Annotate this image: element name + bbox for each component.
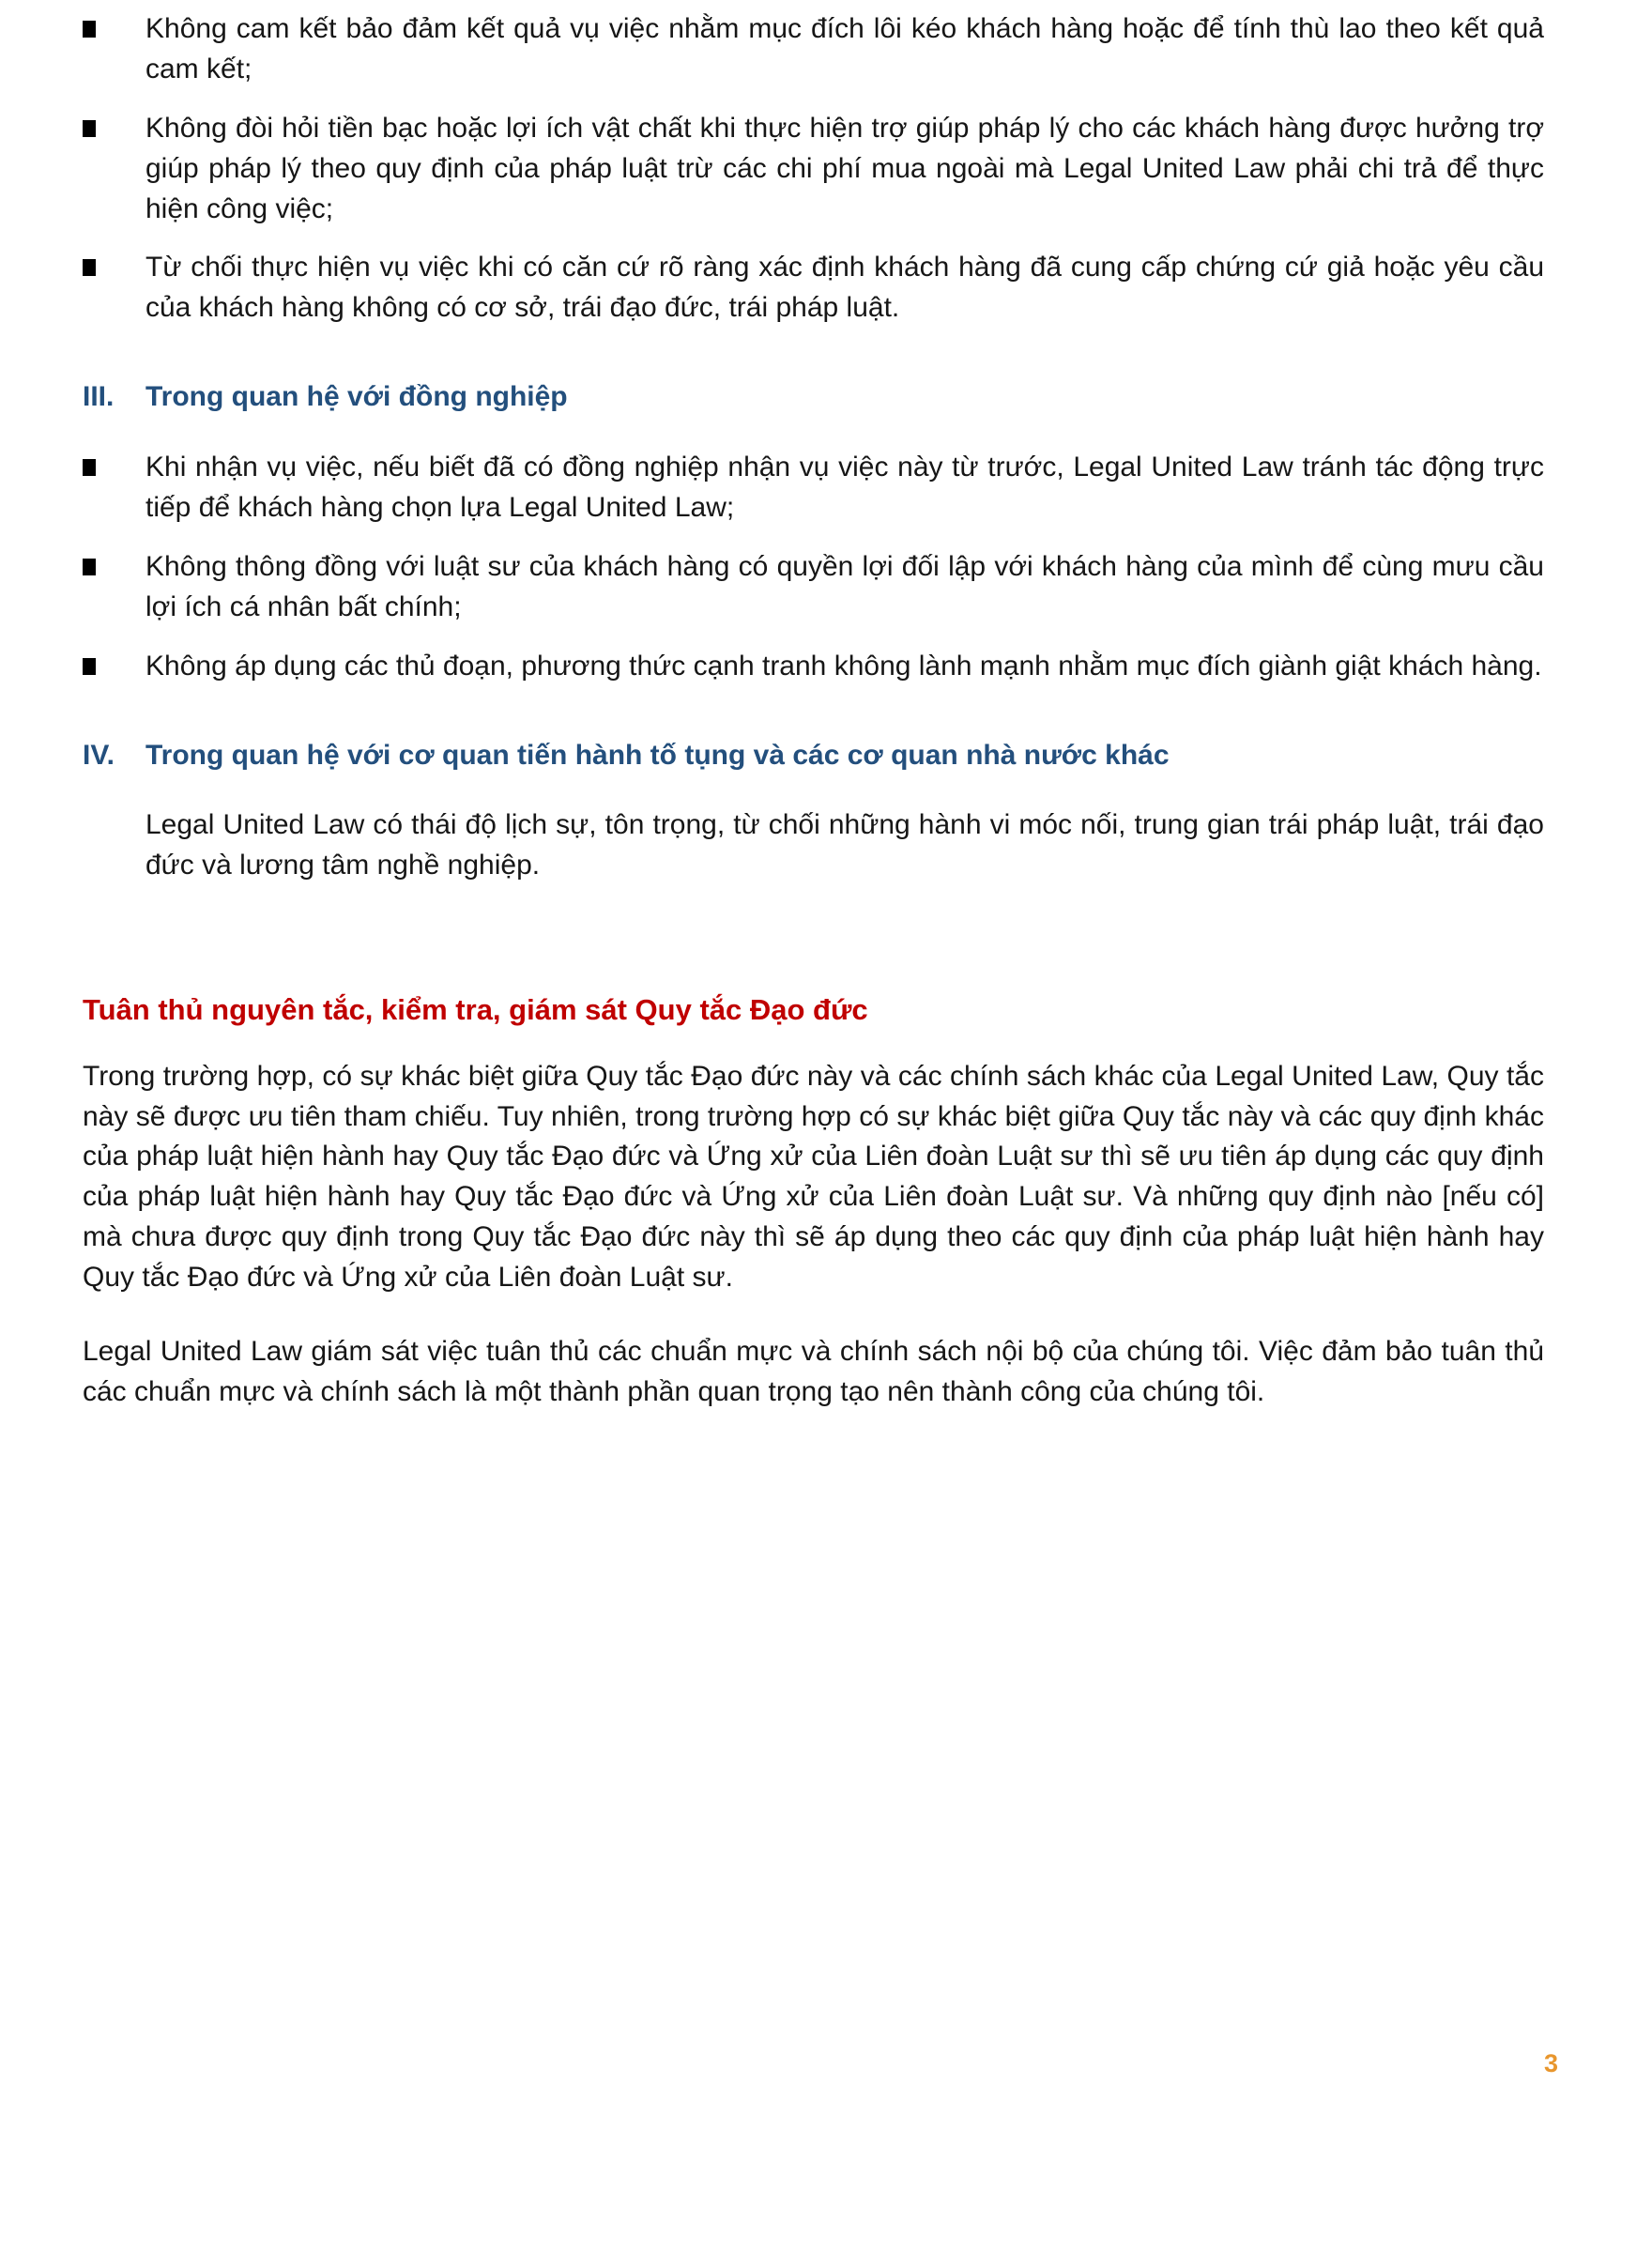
square-bullet-icon	[83, 248, 145, 329]
list-item	[83, 248, 1544, 329]
section-title: Trong quan hệ với cơ quan tiến hành tố tụng và các cơ quan nhà nước khác	[145, 739, 1170, 771]
section-heading-iv	[83, 736, 1544, 776]
section-iii-bullet-list	[83, 448, 1544, 686]
section-title: Trong quan hệ với đồng nghiệp	[145, 381, 568, 413]
square-bullet-icon	[83, 448, 145, 529]
list-item	[83, 547, 1544, 628]
bullet-text: Không cam kết bảo đảm kết quả vụ việc nhằm mục đích lôi kéo khách hàng hoặc để tính thù lao theo kết quả cam kết;	[145, 13, 1544, 84]
list-item	[83, 647, 1544, 687]
bullet-text: Khi nhận vụ việc, nếu biết đã có đồng nghiệp nhận vụ việc này từ trước, Legal United Law tránh tác động trực tiếp để khách hàng chọn lựa Legal United Law;	[145, 452, 1544, 524]
square-bullet-icon	[83, 647, 145, 687]
section-heading-iii	[83, 377, 1544, 418]
bullet-text: Từ chối thực hiện vụ việc khi có căn cứ rõ ràng xác định khách hàng đã cung cấp chứng cứ giả hoặc yêu cầu của khách hàng không có cơ sở, trái đạo đức, trái pháp luật.	[145, 252, 1544, 324]
page-number: 3	[1543, 2049, 1558, 2077]
list-item	[83, 9, 1544, 90]
section-iv-paragraph: Legal United Law có thái độ lịch sự, tôn trọng, từ chối những hành vi móc nối, trung gian trái pháp luật, trái đạo đức và lương tâm nghề nghiệp.	[145, 809, 1544, 881]
square-bullet-icon	[83, 9, 145, 90]
list-item	[83, 448, 1544, 529]
bullet-text: Không áp dụng các thủ đoạn, phương thức cạnh tranh không lành mạnh nhằm mục đích giành giật khách hàng.	[145, 650, 1542, 682]
compliance-paragraph: Trong trường hợp, có sự khác biệt giữa Quy tắc Đạo đức này và các chính sách khác của Legal United Law, Quy tắc này sẽ được ưu tiên tham chiếu. Tuy nhiên, trong trường hợp có sự khác biệt giữa Quy tắc này và các quy định khác của pháp luật hiện hành hay Quy tắc Đạo đức và Ứng xử của Liên đoàn Luật sư thì sẽ ưu tiên áp dụng các quy định của pháp luật hiện hành hay Quy tắc Đạo đức và Ứng xử của Liên đoàn Luật sư. Và những quy định nào [nếu có] mà chưa được quy định trong Quy tắc Đạo đức này thì sẽ áp dụng theo các quy định của pháp luật hiện hành hay Quy tắc Đạo đức và Ứng xử của Liên đoàn Luật sư.	[83, 1060, 1544, 1294]
ethics-bullet-list	[83, 9, 1544, 329]
compliance-heading: Tuân thủ nguyên tắc, kiểm tra, giám sát Quy tắc Đạo đức	[83, 993, 868, 1027]
section-number: III.	[83, 381, 115, 413]
compliance-paragraph: Legal United Law giám sát việc tuân thủ các chuẩn mực và chính sách nội bộ của chúng tôi. Việc đảm bảo tuân thủ các chuẩn mực và chính sách là một thành phần quan trọng tạo nên thành công của chúng tôi.	[83, 1335, 1544, 1407]
list-item	[83, 109, 1544, 230]
square-bullet-icon	[83, 109, 145, 230]
bullet-text: Không thông đồng với luật sư của khách hàng có quyền lợi đối lập với khách hàng của mình để cùng mưu cầu lợi ích cá nhân bất chính;	[145, 550, 1544, 622]
square-bullet-icon	[83, 547, 145, 628]
bullet-text: Không đòi hỏi tiền bạc hoặc lợi ích vật chất khi thực hiện trợ giúp pháp lý cho các khách hàng được hưởng trợ giúp pháp lý theo quy định của pháp luật trừ các chi phí mua ngoài mà Legal United Law phải chi trả để thực hiện công việc;	[145, 112, 1544, 224]
section-number: IV.	[83, 739, 115, 771]
